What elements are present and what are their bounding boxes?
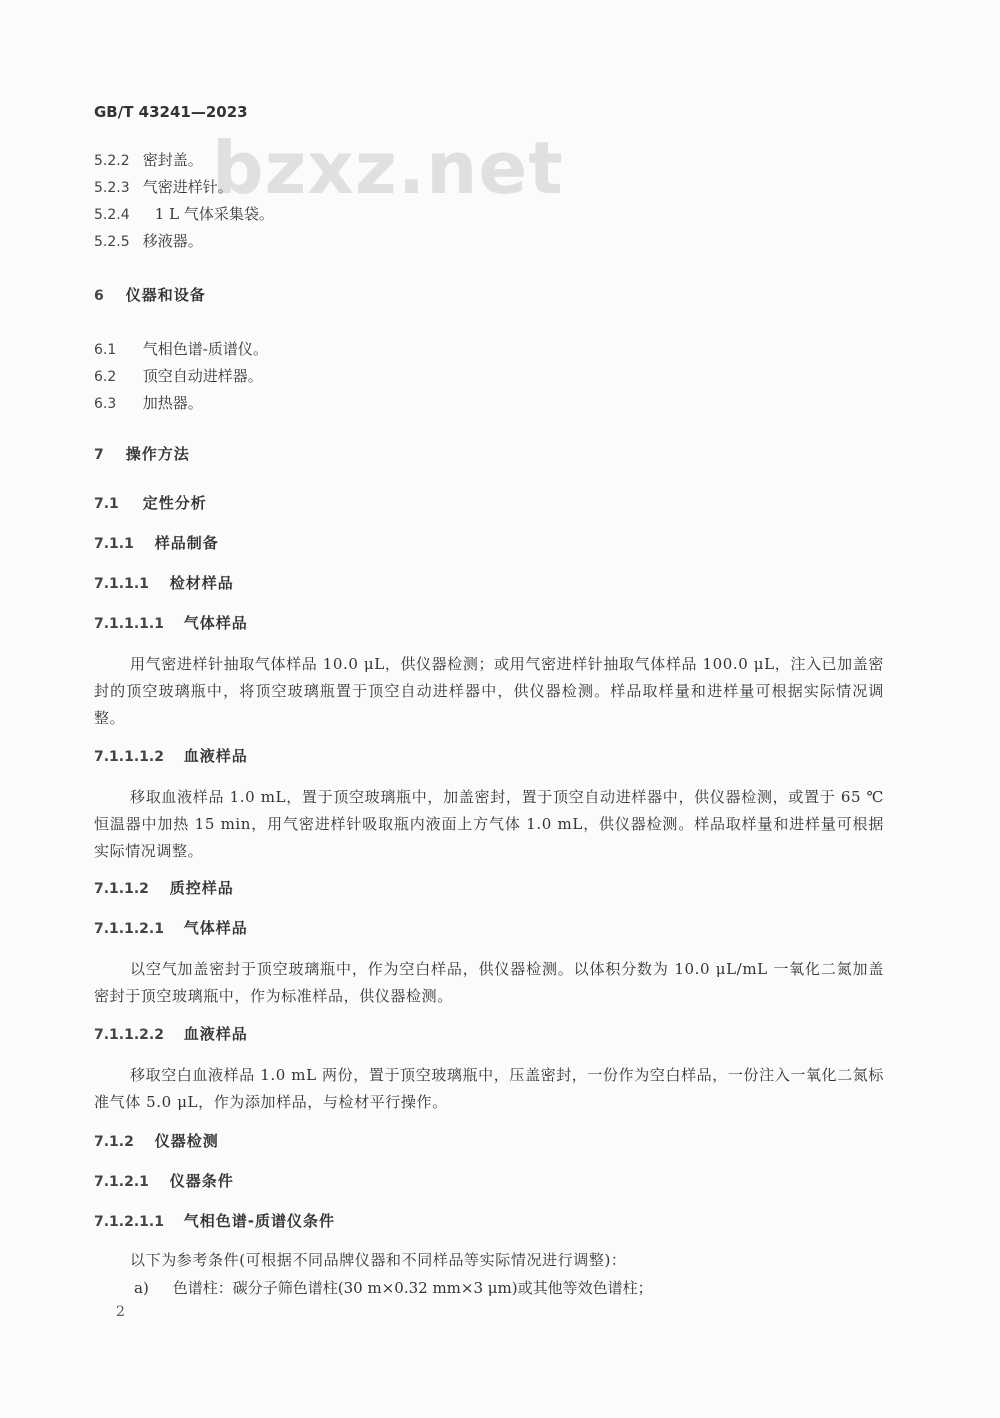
section-title: 气体样品: [183, 614, 248, 632]
section-number: 7.1.1.1.2: [94, 749, 164, 765]
clause-text: 气密进样针。: [142, 178, 233, 196]
section-number: 7.1.2: [94, 1134, 134, 1150]
watermark: bzxz.net: [212, 126, 564, 210]
clause-text: 气相色谱-质谱仪。: [142, 340, 268, 358]
section-6-heading: [94, 285, 206, 306]
section-title: 气体样品: [183, 919, 248, 937]
section-number: 7.1.2.1: [94, 1174, 149, 1190]
clause-number: 5.2.2: [94, 153, 130, 169]
section-number: 7.1: [94, 496, 119, 512]
section-7-1-1-1-heading: [94, 573, 234, 594]
section-number: 7: [94, 447, 104, 463]
section-number: 7.1.1.1.1: [94, 616, 164, 632]
section-7-1-2-1-1-heading: [94, 1211, 335, 1232]
item-6-2: [94, 366, 263, 387]
section-title: 检材样品: [169, 574, 234, 592]
item-6-3: [94, 393, 203, 414]
paragraph-qc-blood-sample: 移取空白血液样品 1.0 mL 两份，置于顶空玻璃瓶中，压盖密封，一份作为空白样品，一份注入一氧化二氮标准气体 5.0 μL，作为添加样品，与检材平行操作。: [94, 1066, 884, 1111]
clause-number: 5.2.3: [94, 180, 130, 196]
section-7-1-1-1-1-heading: [94, 613, 248, 634]
clause-number: 6.2: [94, 369, 117, 385]
section-title: 仪器条件: [169, 1172, 234, 1190]
standard-code-header: GB/T 43241—2023: [94, 103, 248, 121]
section-title: 血液样品: [183, 747, 248, 765]
clause-text: 顶空自动进样器。: [142, 367, 263, 385]
section-title: 气相色谱-质谱仪条件: [183, 1212, 336, 1230]
paragraph-qc-gas-sample: 以空气加盖密封于顶空玻璃瓶中，作为空白样品，供仪器检测。以体积分数为 10.0 μL/mL 一氧化二氮加盖密封于顶空玻璃瓶中，作为标准样品，供仪器检测。: [94, 960, 884, 1005]
clause-text: 1 L 气体采集袋。: [154, 205, 274, 223]
section-number: 7.1.1.2: [94, 881, 149, 897]
section-7-1-1-1-2-heading: [94, 746, 248, 767]
paragraph-conditions-intro: 以下为参考条件(可根据不同品牌仪器和不同样品等实际情况进行调整)：: [130, 1251, 627, 1269]
section-number: 7.1.2.1.1: [94, 1214, 164, 1230]
section-title: 操作方法: [125, 445, 190, 463]
section-number: 7.1.1: [94, 536, 134, 552]
clause-text: 移液器。: [142, 232, 203, 250]
item-6-1: [94, 339, 268, 360]
section-7-1-1-2-2-heading: [94, 1024, 248, 1045]
section-7-1-1-2-1-heading: [94, 918, 248, 939]
section-7-1-2-1-heading: [94, 1171, 234, 1192]
list-text: 色谱柱：碳分子筛色谱柱(30 m×0.32 mm×3 μm)或其他等效色谱柱；: [172, 1279, 653, 1297]
section-number: 7.1.1.2.2: [94, 1027, 164, 1043]
list-marker: a): [134, 1279, 149, 1297]
section-7-1-1-heading: [94, 533, 219, 554]
section-title: 血液样品: [183, 1025, 248, 1043]
clause-number: 5.2.4: [94, 207, 130, 223]
section-title: 质控样品: [169, 879, 234, 897]
clause-number: 5.2.5: [94, 234, 130, 250]
clause-text: 密封盖。: [142, 151, 203, 169]
section-title: 仪器和设备: [125, 286, 206, 304]
section-title: 定性分析: [142, 494, 207, 512]
clause-number: 6.3: [94, 396, 117, 412]
section-title: 仪器检测: [154, 1132, 219, 1150]
section-number: 6: [94, 288, 104, 304]
item-5-2-3: [94, 177, 233, 198]
item-5-2-4: [94, 204, 274, 225]
section-number: 7.1.1.1: [94, 576, 149, 592]
section-7-1-heading: [94, 493, 207, 514]
section-number: 7.1.1.2.1: [94, 921, 164, 937]
paragraph-blood-sample: 移取血液样品 1.0 mL，置于顶空玻璃瓶中，加盖密封，置于顶空自动进样器中，供仪器检测，或置于 65 ℃恒温器中加热 15 min，用气密进样针吸取瓶内液面上方气体 1.0 mL，供仪器检测。样品取样量和进样量可根据实际情况调整。: [94, 788, 884, 860]
section-title: 样品制备: [154, 534, 219, 552]
section-7-1-2-heading: [94, 1131, 219, 1152]
section-7-1-1-2-heading: [94, 878, 234, 899]
item-5-2-5: [94, 231, 203, 252]
section-7-heading: [94, 444, 190, 465]
clause-text: 加热器。: [142, 394, 203, 412]
page-number: 2: [116, 1304, 125, 1320]
list-item-a: [134, 1278, 653, 1298]
clause-number: 6.1: [94, 342, 117, 358]
paragraph-gas-sample: 用气密进样针抽取气体样品 10.0 μL，供仪器检测；或用气密进样针抽取气体样品 100.0 μL，注入已加盖密封的顶空玻璃瓶中，将顶空玻璃瓶置于顶空自动进样器中，供仪器检测。样品取样量和进样量可根据实际情况调整。: [94, 655, 884, 727]
item-5-2-2: [94, 150, 203, 171]
